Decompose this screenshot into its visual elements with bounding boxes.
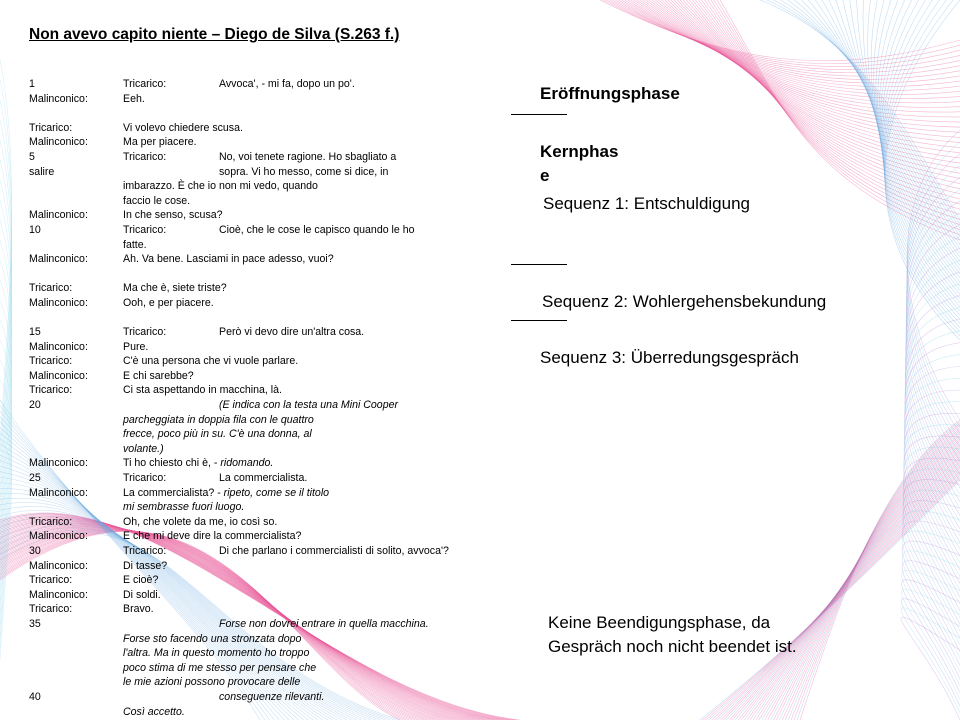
phase-label-eroeffnung: Eröffnungsphase — [540, 84, 680, 103]
decorative-curve — [843, 0, 960, 270]
transcript-cell: Malinconico: — [29, 209, 88, 222]
transcript-cell: E che mi deve dire la commercialista? — [123, 530, 302, 543]
blank-line — [29, 267, 499, 282]
transcript-cell: Forse sto facendo una stronzata dopo — [123, 632, 302, 645]
phase-label-kern-line2: e — [540, 166, 550, 185]
decorative-curve — [781, 0, 960, 232]
transcript-cell: sopra. Vi ho messo, come si dice, in — [219, 165, 389, 178]
transcript-cell: le mie azioni possono provocare delle — [123, 676, 301, 689]
transcript-cell: Cioè, che le cose le capisco quando le ho — [219, 223, 415, 236]
transcript-line — [29, 252, 499, 267]
transcript-cell: E chi sarebbe? — [123, 369, 194, 382]
transcript-cell: Di che parlano i commercialisti di solito, avvoca'? — [219, 545, 449, 557]
transcript-cell: conseguenze rilevanti. — [219, 690, 325, 703]
transcript-cell: Tricarico: — [29, 384, 73, 397]
transcript-line — [29, 135, 499, 150]
transcript-cell: Però vi devo dire un'altra cosa. — [219, 326, 365, 339]
transcript-line — [29, 223, 499, 238]
transcript-line — [29, 675, 499, 690]
transcript-cell: fatte. — [123, 238, 147, 251]
transcript-cell: Malinconico: — [29, 486, 88, 499]
transcript-line — [29, 515, 499, 530]
decorative-curve — [625, 0, 960, 87]
transcript-cell: Di soldi. — [123, 588, 161, 601]
decorative-curve — [665, 0, 960, 148]
transcript-cell: Tricarico: — [123, 78, 167, 90]
transcript-cell: Forse non dovrei entrare in quella macchina. — [219, 617, 429, 630]
transcript-cell: Malinconico: — [29, 457, 88, 470]
transcript-cell: Malinconico: — [29, 296, 88, 309]
transcript-cell: parcheggiata in doppia fila con le quattro — [123, 413, 314, 426]
transcript-cell: E cioè? — [123, 574, 159, 587]
transcript-line — [29, 471, 499, 486]
decorative-curve — [683, 0, 960, 178]
document-title: Non avevo capito niente – Diego de Silva (S.263 f.) — [29, 26, 400, 43]
transcript-line — [29, 573, 499, 588]
transcript-cell: 15 — [29, 326, 41, 339]
transcript-line — [29, 238, 499, 253]
transcript-cell: Vi volevo chiedere scusa. — [123, 121, 243, 134]
transcript-cell: Bravo. — [123, 603, 154, 616]
transcript-cell: La commercialista? - ripeto, come se il titolo — [123, 486, 330, 499]
transcript-cell: Tricarico: — [29, 574, 73, 587]
transcript-cell: Ti ho chiesto chi è, - ridomando. — [123, 457, 274, 470]
transcript-cell: 25 — [29, 472, 41, 485]
transcript-cell: Malinconico: — [29, 253, 88, 266]
transcript-cell: Tricarico: — [29, 355, 73, 368]
transcript-line — [29, 165, 499, 180]
transcript-cell: Tricarico: — [29, 282, 73, 295]
transcript-cell: Ooh, e per piacere. — [123, 296, 214, 309]
stage-direction: ridomando. — [220, 457, 274, 470]
transcript-line — [29, 383, 499, 398]
decorative-curve — [668, 0, 960, 153]
transcript-cell: 10 — [29, 223, 41, 236]
transcript-line — [29, 325, 499, 340]
transcript-line — [29, 588, 499, 603]
divider-line — [511, 320, 567, 321]
transcript-line — [29, 661, 499, 676]
transcript-cell: imbarazzo. È che io non mi vedo, quando — [123, 180, 318, 193]
transcript-line — [29, 369, 499, 384]
decorative-curve — [700, 480, 960, 720]
transcript-line — [29, 442, 499, 457]
transcript-cell: Tricarico: — [123, 150, 167, 163]
blank-line — [29, 311, 499, 326]
sequence-label-3: Sequenz 3: Überredungsgespräch — [540, 348, 799, 367]
transcript-line — [29, 690, 499, 705]
transcript-cell: Malinconico: — [29, 369, 88, 382]
transcript-line — [29, 529, 499, 544]
transcript-cell: 30 — [29, 545, 41, 557]
decorative-curve — [612, 0, 960, 73]
transcript-line — [29, 92, 499, 107]
transcript-line — [29, 602, 499, 617]
divider-line — [511, 264, 567, 265]
decorative-curve — [788, 427, 960, 720]
transcript-cell: l'altra. Ma in questo momento ho troppo — [123, 647, 310, 660]
transcript-cell: Tricarico: — [123, 223, 167, 236]
transcript-cell: Oh, che volete da me, io così so. — [123, 515, 278, 528]
decorative-curve — [880, 0, 960, 311]
transcript-cell: Tricarico: — [123, 326, 167, 339]
transcript-line — [29, 427, 499, 442]
decorative-curve — [797, 422, 960, 720]
decorative-curve — [702, 0, 960, 209]
transcript-cell: Avvoca', - mi fa, dopo un po'. — [219, 78, 355, 90]
transcript-line — [29, 179, 499, 194]
transcript-cell: frecce, poco più in su. C'è una donna, al — [123, 428, 312, 441]
transcript-line — [29, 281, 499, 296]
decorative-curve — [652, 0, 960, 127]
transcript-cell: Eeh. — [123, 92, 145, 105]
decorative-curve — [680, 0, 960, 173]
transcript-cell: Malinconico: — [29, 340, 88, 353]
phase-label-kern-line1: Kernphas — [540, 142, 619, 161]
transcript-cell: In che senso, scusa? — [123, 209, 223, 222]
transcript-cell: (E indica con la testa una Mini Cooper — [219, 399, 399, 412]
transcript-cell: Malinconico: — [29, 559, 88, 572]
transcript-cell: Malinconico: — [29, 588, 88, 601]
transcript-line — [29, 194, 499, 209]
transcript-cell: Tricarico: — [123, 545, 167, 557]
transcript-cell: Tricarico: — [123, 472, 167, 485]
transcript-line — [29, 705, 499, 720]
transcript-line — [29, 632, 499, 647]
transcript-cell: No, voi tenete ragione. Ho sbagliato a — [219, 150, 397, 163]
transcript-cell: 5 — [29, 150, 35, 163]
transcript-line — [29, 208, 499, 223]
transcript-line — [29, 500, 499, 515]
sequence-label-2: Sequenz 2: Wohlergehensbekundung — [542, 292, 827, 311]
transcript-cell: La commercialista. — [219, 472, 308, 485]
transcript-line — [29, 617, 499, 632]
transcript-cell: Tricarico: — [29, 121, 73, 134]
transcript-cell: salire — [29, 165, 55, 178]
decorative-curve — [850, 0, 960, 274]
transcript-line — [29, 398, 499, 413]
transcript-cell: 40 — [29, 690, 41, 703]
transcript-cell: Ah. Va bene. Lasciami in pace adesso, vuoi? — [123, 253, 334, 266]
transcript-cell: 20 — [29, 399, 41, 412]
transcript-cell: Pure. — [123, 340, 149, 353]
transcript-line — [29, 413, 499, 428]
transcript-line — [29, 77, 499, 92]
transcript-cell: Di tasse? — [123, 559, 168, 572]
dialogue-transcript — [29, 77, 499, 719]
transcript-line — [29, 354, 499, 369]
stage-direction: ripeto, come se il titolo — [223, 486, 330, 499]
transcript-cell: volante.) — [123, 442, 164, 455]
transcript-cell: Malinconico: — [29, 92, 88, 105]
blank-line — [29, 106, 499, 121]
transcript-cell: Tricarico: — [29, 515, 73, 528]
transcript-cell: 1 — [29, 78, 35, 90]
transcript-cell: Ma che è, siete triste? — [123, 282, 227, 295]
transcript-line — [29, 456, 499, 471]
transcript-cell: faccio le cose. — [123, 194, 191, 207]
transcript-line — [29, 646, 499, 661]
decorative-curve — [717, 0, 960, 235]
decorative-curve — [906, 213, 960, 468]
transcript-cell: Così accetto. — [123, 705, 185, 718]
transcript-cell: poco stima di me stesso per pensare che — [123, 661, 317, 674]
closing-note: Keine Beendigungsphase, da Gespräch noch nicht beendet ist. — [548, 613, 797, 656]
transcript-line — [29, 150, 499, 165]
transcript-cell: Tricarico: — [29, 603, 73, 616]
decorative-curve — [762, 443, 960, 720]
transcript-cell: Malinconico: — [29, 530, 88, 543]
decorative-curve — [901, 608, 960, 713]
transcript-line — [29, 121, 499, 136]
transcript-line — [29, 559, 499, 574]
transcript-cell: Malinconico: — [29, 136, 88, 149]
sequence-label-1: Sequenz 1: Entschuldigung — [543, 194, 750, 213]
transcript-line — [29, 340, 499, 355]
divider-line — [511, 114, 567, 115]
transcript-cell: Ci sta aspettando in macchina, là. — [123, 384, 282, 397]
transcript-line — [29, 486, 499, 501]
transcript-cell: C'è una persona che vi vuole parlare. — [123, 355, 299, 368]
decorative-curve — [782, 431, 960, 720]
transcript-cell: Ma per piacere. — [123, 136, 197, 149]
transcript-line — [29, 544, 499, 559]
transcript-line — [29, 296, 499, 311]
transcript-cell: mi sembrasse fuori luogo. — [123, 501, 245, 514]
transcript-cell: 35 — [29, 617, 41, 630]
